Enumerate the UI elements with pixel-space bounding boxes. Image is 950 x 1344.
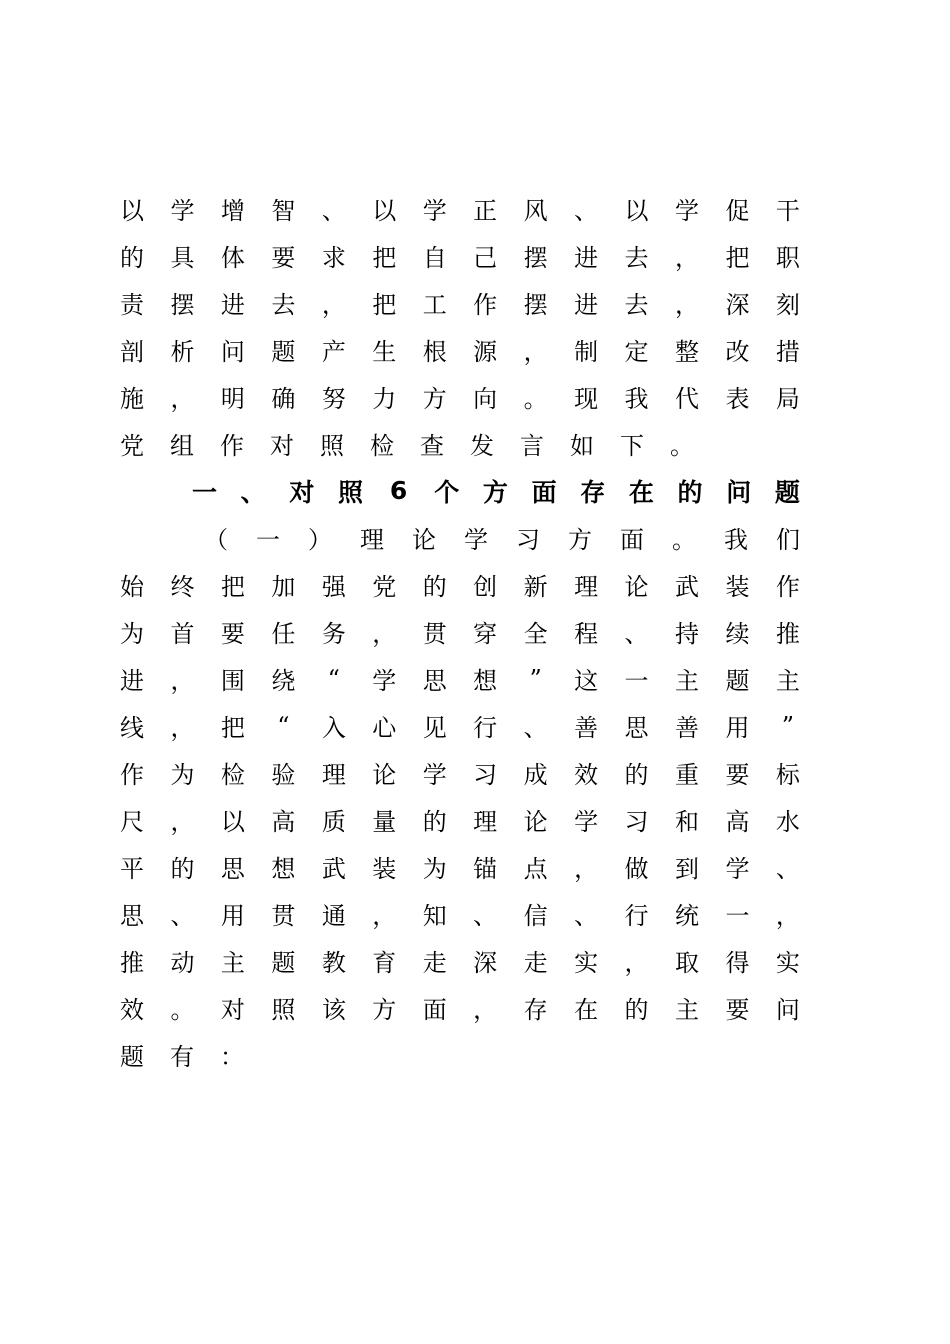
text-char: “ <box>277 711 290 740</box>
text-line <box>120 326 800 373</box>
text-char: 线 <box>120 714 144 742</box>
text-char: ： <box>220 1043 244 1071</box>
text-char: 行 <box>624 902 649 930</box>
text-char: 理 <box>360 526 384 554</box>
text-char: 深 <box>473 949 498 977</box>
text-char: 方 <box>372 996 397 1024</box>
text-char: 方 <box>422 385 447 413</box>
text-char: 问 <box>220 338 245 366</box>
text-char: 进 <box>574 291 599 319</box>
text-char: ， <box>372 620 397 648</box>
text-char: 摆 <box>170 291 195 319</box>
text-char: 党 <box>372 573 397 601</box>
text-char: 对 <box>220 996 245 1024</box>
text-char: 把 <box>220 714 245 742</box>
text-char: ， <box>170 808 195 836</box>
text-line <box>120 1031 800 1078</box>
text-char: 现 <box>574 385 599 413</box>
text-char: 用 <box>725 714 750 742</box>
text-char: 育 <box>372 949 397 977</box>
text-line <box>120 655 800 702</box>
text-char: 确 <box>271 385 296 413</box>
text-char: 入 <box>321 714 346 742</box>
text-char: 面 <box>531 477 557 507</box>
text-char: 6 <box>389 476 408 505</box>
text-char: 想 <box>271 855 296 883</box>
text-line <box>120 420 800 467</box>
text-char: 对 <box>270 432 294 460</box>
text-char: 学 <box>170 197 195 225</box>
text-char: 武 <box>674 573 699 601</box>
text-char: 学 <box>422 197 447 225</box>
text-char: ， <box>523 338 548 366</box>
text-char: 。 <box>670 432 694 460</box>
text-char: 以 <box>220 808 245 836</box>
text-char: 题 <box>725 667 750 695</box>
text-char: 问 <box>726 477 752 507</box>
text-char: 高 <box>725 808 750 836</box>
text-char: 学 <box>464 526 488 554</box>
text-char: 为 <box>422 855 447 883</box>
text-char: ， <box>321 291 346 319</box>
text-char: 质 <box>321 808 346 836</box>
text-char: 论 <box>523 808 548 836</box>
text-char: 做 <box>624 855 649 883</box>
text-char: 言 <box>520 432 544 460</box>
text-char: 己 <box>473 244 498 272</box>
text-char: 下 <box>620 432 644 460</box>
text-char: 责 <box>120 291 144 319</box>
text-char: 高 <box>271 808 296 836</box>
text-char: 学 <box>674 197 699 225</box>
text-char: 进 <box>120 667 144 695</box>
text-char: ， <box>674 244 699 272</box>
text-char: 实 <box>574 949 599 977</box>
text-char: 学 <box>372 667 397 695</box>
text-char: 习 <box>473 761 498 789</box>
text-char: 创 <box>473 573 498 601</box>
text-char: 通 <box>321 902 346 930</box>
text-char: 和 <box>674 808 699 836</box>
text-char: 、 <box>775 855 800 883</box>
text-char: 。 <box>170 996 195 1024</box>
text-char: 学 <box>574 808 599 836</box>
text-char: 围 <box>220 667 245 695</box>
text-char: 求 <box>321 244 346 272</box>
text-line <box>120 608 800 655</box>
text-char: 工 <box>422 291 447 319</box>
text-char: 生 <box>372 338 397 366</box>
text-char: 检 <box>370 432 394 460</box>
text-char: 把 <box>725 244 750 272</box>
text-char: 效 <box>574 761 599 789</box>
text-char: ， <box>170 385 195 413</box>
text-char: 贯 <box>422 620 447 648</box>
text-char: 进 <box>574 244 599 272</box>
text-char: 的 <box>120 244 144 272</box>
text-char: 持 <box>674 620 699 648</box>
text-char: 照 <box>271 996 296 1024</box>
text-char: 一 <box>256 526 280 554</box>
text-char: 论 <box>412 526 436 554</box>
text-char: 主 <box>674 667 699 695</box>
text-char: 要 <box>220 620 245 648</box>
text-char: 理 <box>574 573 599 601</box>
text-char: 具 <box>170 244 195 272</box>
text-char: 推 <box>120 949 144 977</box>
text-char: 武 <box>321 855 346 883</box>
text-line <box>120 561 800 608</box>
text-char: 党 <box>120 432 144 460</box>
text-char: 善 <box>674 714 699 742</box>
text-char: 作 <box>775 573 800 601</box>
text-char: 、 <box>321 197 346 225</box>
text-char: 贯 <box>271 902 296 930</box>
text-char: 、 <box>170 902 195 930</box>
text-char: 首 <box>170 620 195 648</box>
text-char: 把 <box>372 291 397 319</box>
text-char: 照 <box>320 432 344 460</box>
text-char: 作 <box>473 291 498 319</box>
text-char: 。 <box>523 385 548 413</box>
text-char: 心 <box>372 714 397 742</box>
text-char: 的 <box>422 808 447 836</box>
text-char: “ <box>327 664 340 693</box>
text-char: 取 <box>674 949 699 977</box>
text-char: 的 <box>624 761 649 789</box>
text-char: 行 <box>473 714 498 742</box>
text-char: ” <box>781 711 795 740</box>
text-char: 标 <box>775 761 800 789</box>
subsection-heading <box>120 514 800 561</box>
text-char: 论 <box>624 573 649 601</box>
text-line <box>120 890 800 937</box>
text-char: 学 <box>725 855 750 883</box>
text-char: 面 <box>620 526 644 554</box>
text-line <box>120 796 800 843</box>
text-line <box>120 373 800 420</box>
text-char: 穿 <box>473 620 498 648</box>
text-char: 理 <box>321 761 346 789</box>
text-char: 走 <box>422 949 447 977</box>
text-char: ， <box>574 855 599 883</box>
text-char: 方 <box>482 477 508 507</box>
text-char: 、 <box>523 714 548 742</box>
text-char: 效 <box>120 996 144 1024</box>
text-char: 以 <box>624 197 649 225</box>
text-line <box>120 984 800 1031</box>
text-char: 存 <box>523 996 548 1024</box>
text-char: 正 <box>473 197 498 225</box>
text-char: 措 <box>775 338 800 366</box>
text-char: 点 <box>523 855 548 883</box>
text-char: 把 <box>220 573 245 601</box>
text-char: 用 <box>220 902 245 930</box>
text-char: 成 <box>523 761 548 789</box>
text-char: 锚 <box>473 855 498 883</box>
text-char: 整 <box>674 338 699 366</box>
text-char: 学 <box>422 761 447 789</box>
text-char: 根 <box>422 338 447 366</box>
text-char: 装 <box>372 855 397 883</box>
text-char: （ <box>204 526 228 554</box>
text-char: 自 <box>422 244 447 272</box>
text-char: ， <box>372 902 397 930</box>
text-char: 组 <box>170 432 194 460</box>
text-char: 一 <box>192 477 218 507</box>
text-char: 向 <box>473 385 498 413</box>
text-char: 题 <box>271 949 296 977</box>
text-char: 要 <box>271 244 296 272</box>
text-char: 如 <box>570 432 594 460</box>
text-char: 为 <box>120 620 144 648</box>
text-char: 、 <box>624 620 649 648</box>
text-char: 、 <box>574 197 599 225</box>
section-heading <box>120 467 800 514</box>
text-char: ， <box>775 902 800 930</box>
text-char: 新 <box>523 573 548 601</box>
text-char: 进 <box>220 291 245 319</box>
text-char: 习 <box>624 808 649 836</box>
text-char: 摆 <box>523 244 548 272</box>
text-char: 去 <box>624 291 649 319</box>
text-char: 实 <box>775 949 800 977</box>
text-char: 、 <box>574 902 599 930</box>
text-char: 去 <box>624 244 649 272</box>
text-char: 剖 <box>120 338 144 366</box>
text-char: 源 <box>473 338 498 366</box>
text-char: ， <box>624 949 649 977</box>
text-char: 存 <box>580 477 606 507</box>
text-line <box>120 749 800 796</box>
text-char: 面 <box>422 996 447 1024</box>
text-char: 析 <box>170 338 195 366</box>
text-char: 干 <box>775 197 800 225</box>
text-char: 始 <box>120 573 144 601</box>
text-char: 促 <box>725 197 750 225</box>
text-char: 体 <box>220 244 245 272</box>
text-char: 量 <box>372 808 397 836</box>
text-char: 有 <box>170 1043 194 1071</box>
text-char: 局 <box>775 385 800 413</box>
text-char: 们 <box>776 526 800 554</box>
text-char: 风 <box>523 197 548 225</box>
text-char: 刻 <box>775 291 800 319</box>
text-char: 这 <box>574 667 599 695</box>
text-char: 装 <box>725 573 750 601</box>
text-char: ” <box>529 664 542 693</box>
text-char: 作 <box>220 432 244 460</box>
text-char: 我 <box>724 526 748 554</box>
text-char: 的 <box>624 996 649 1024</box>
text-char: 验 <box>271 761 296 789</box>
text-char: 见 <box>422 714 447 742</box>
text-char: 明 <box>220 385 245 413</box>
text-char: 题 <box>120 1043 144 1071</box>
text-char: 去 <box>271 291 296 319</box>
text-char: 走 <box>523 949 548 977</box>
text-char: 改 <box>725 338 750 366</box>
text-char: 表 <box>725 385 750 413</box>
text-char: 的 <box>422 573 447 601</box>
text-char: 增 <box>220 197 245 225</box>
text-line <box>120 279 800 326</box>
text-char: 为 <box>170 761 195 789</box>
text-char: 教 <box>321 949 346 977</box>
text-char: 思 <box>120 902 144 930</box>
text-char: 主 <box>775 667 800 695</box>
text-char: 知 <box>422 902 447 930</box>
text-char: 终 <box>170 573 195 601</box>
text-char: 主 <box>220 949 245 977</box>
text-char: 务 <box>321 620 346 648</box>
text-char: 智 <box>271 197 296 225</box>
text-line <box>120 702 800 749</box>
text-char: 主 <box>674 996 699 1024</box>
text-char: 思 <box>220 855 245 883</box>
text-char: 题 <box>774 477 800 507</box>
text-char: 到 <box>674 855 699 883</box>
text-char: 信 <box>523 902 548 930</box>
text-char: 全 <box>523 620 548 648</box>
text-char: 续 <box>725 620 750 648</box>
text-line <box>120 937 800 984</box>
text-char: 职 <box>775 244 800 272</box>
text-char: 发 <box>470 432 494 460</box>
text-char: 问 <box>775 996 800 1024</box>
text-char: 的 <box>170 855 195 883</box>
text-char: ， <box>170 667 195 695</box>
text-char: 想 <box>473 667 498 695</box>
text-char: 尺 <box>120 808 144 836</box>
text-char: ， <box>674 291 699 319</box>
text-char: 任 <box>271 620 296 648</box>
text-line <box>120 843 800 890</box>
text-char: 一 <box>624 667 649 695</box>
text-char: 努 <box>321 385 346 413</box>
text-char: 作 <box>120 761 144 789</box>
text-char: 动 <box>170 949 195 977</box>
text-char: 习 <box>516 526 540 554</box>
text-char: 的 <box>677 477 703 507</box>
text-char: 理 <box>473 808 498 836</box>
text-char: 善 <box>574 714 599 742</box>
text-char: 代 <box>674 385 699 413</box>
text-char: 定 <box>624 338 649 366</box>
text-char: 加 <box>271 573 296 601</box>
text-char: 查 <box>420 432 444 460</box>
text-char: 统 <box>674 902 699 930</box>
text-char: ） <box>308 526 332 554</box>
text-line <box>120 232 800 279</box>
text-char: 题 <box>271 338 296 366</box>
text-char: 推 <box>775 620 800 648</box>
text-char: 施 <box>120 385 144 413</box>
text-char: 重 <box>674 761 699 789</box>
text-char: 以 <box>120 197 144 225</box>
text-char: ， <box>170 714 195 742</box>
text-char: 在 <box>628 477 654 507</box>
text-char: 以 <box>372 197 397 225</box>
text-char: ， <box>473 996 498 1024</box>
text-char: 我 <box>624 385 649 413</box>
text-char: 对 <box>289 477 315 507</box>
text-char: 产 <box>321 338 346 366</box>
text-char: 把 <box>372 244 397 272</box>
text-char: 思 <box>624 714 649 742</box>
text-char: 得 <box>725 949 750 977</box>
text-char: 要 <box>725 761 750 789</box>
text-char: 照 <box>337 477 363 507</box>
text-char: 摆 <box>523 291 548 319</box>
document-body <box>120 185 800 1078</box>
text-char: 深 <box>725 291 750 319</box>
text-char: 强 <box>321 573 346 601</box>
text-char: 、 <box>240 477 266 507</box>
text-char: 力 <box>372 385 397 413</box>
text-char: 制 <box>574 338 599 366</box>
text-char: 要 <box>725 996 750 1024</box>
text-char: 个 <box>434 477 460 507</box>
text-char: 在 <box>574 996 599 1024</box>
text-char: 该 <box>321 996 346 1024</box>
text-char: 、 <box>473 902 498 930</box>
text-line <box>120 185 800 232</box>
text-char: 检 <box>220 761 245 789</box>
text-char: 一 <box>725 902 750 930</box>
text-char: 思 <box>422 667 447 695</box>
text-char: 方 <box>568 526 592 554</box>
text-char: 程 <box>574 620 599 648</box>
text-char: 论 <box>372 761 397 789</box>
text-char: 平 <box>120 855 144 883</box>
text-char: 绕 <box>271 667 296 695</box>
text-char: 水 <box>775 808 800 836</box>
text-char: 。 <box>672 526 696 554</box>
